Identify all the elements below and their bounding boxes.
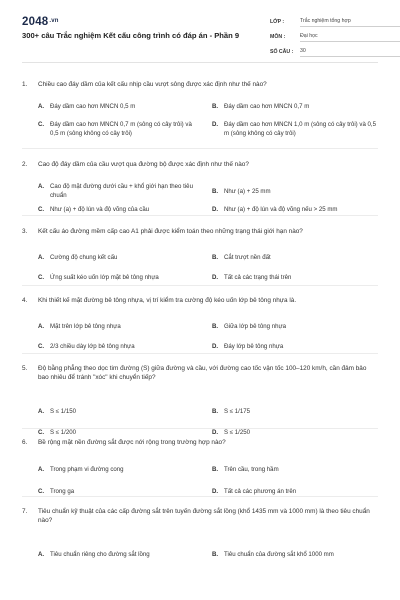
question-text: Tiêu chuẩn kỹ thuật của các cấp đường sắt trên tuyến đường sắt lồng (khổ 1435 mm và 1000 mm) là theo tiêu chuẩn nào?: [38, 508, 370, 525]
option-b[interactable]: B. Đáy dầm cao hơn MNCN 0,7 m: [212, 103, 310, 111]
option-d[interactable]: D. S ≤ 1/250: [212, 429, 251, 437]
option-a[interactable]: A. Tiêu chuẩn riêng cho đường sắt lồng: [38, 551, 150, 559]
option-b[interactable]: B. Trên cầu, trong hầm: [212, 466, 279, 474]
question-item: [22, 80, 378, 138]
meta-row-subject: [270, 27, 400, 42]
meta-label: SỐ CÂU :: [270, 49, 294, 55]
option-b[interactable]: B. S ≤ 1/175: [212, 408, 251, 416]
question-stem: [22, 80, 378, 89]
question-number: 4.: [22, 297, 28, 304]
option-a[interactable]: A. S ≤ 1/150: [38, 408, 77, 416]
option-b[interactable]: B. Tiêu chuẩn của đường sắt khổ 1000 mm: [212, 551, 334, 559]
question-item: [22, 364, 378, 437]
question-number: 3.: [22, 228, 28, 235]
option-a[interactable]: A. Trong phạm vi đường cong: [38, 466, 124, 474]
option-d[interactable]: D. Đáy dầm cao hơn MNCN 1,0 m (sông có cây trôi) và 0,5 m (sông không có cây trôi): [212, 121, 376, 138]
meta-value: Trắc nghiệm tổng hợp: [300, 18, 400, 27]
option-a[interactable]: A. Mặt trên lớp bê tông nhựa: [38, 323, 121, 331]
option-b[interactable]: B. Giữa lớp bê tông nhựa: [212, 323, 286, 331]
option-a[interactable]: A. Đáy dầm cao hơn MNCN 0,5 m: [38, 103, 136, 111]
question-stem: [22, 364, 378, 382]
meta-value: Đại học: [300, 33, 400, 42]
meta-panel: [270, 12, 400, 57]
meta-label: MÔN :: [270, 34, 286, 40]
question-text: Độ bằng phẳng theo dọc tim đường (S) giữa đường và cầu, với đường cao tốc vận tốc 100–120 km/h, cần đảm bảo bao nhiêu để tránh "xóc" khi chuyển tiếp?: [38, 365, 367, 382]
option-b[interactable]: B. Cắt trượt nền đất: [212, 254, 271, 262]
option-c[interactable]: C. 2/3 chiều dày lớp bê tông nhựa: [38, 343, 135, 351]
question-divider: [22, 353, 378, 354]
option-b[interactable]: B. Như (a) + 25 mm: [212, 188, 271, 196]
meta-row-count: [270, 42, 400, 57]
question-stem: [22, 227, 378, 236]
option-d[interactable]: D. Tất cả các phương án trên: [212, 488, 297, 496]
question-item: [22, 438, 378, 496]
question-divider: [22, 148, 378, 149]
question-item: [22, 227, 378, 282]
logo-suffix: .vn: [49, 18, 59, 24]
question-number: 2.: [22, 161, 28, 168]
question-text: Bề rộng mặt nền đường sắt được nới rộng trong trường hợp nào?: [38, 439, 226, 446]
question-stem: [22, 296, 378, 305]
option-c[interactable]: C. Như (a) + độ lún và độ võng của cầu: [38, 206, 150, 214]
option-c[interactable]: C. Ứng suất kéo uốn lớp mặt bê tông nhựa: [38, 274, 159, 282]
question-item: [22, 296, 378, 351]
document-header: [22, 0, 378, 63]
question-text: Cao độ đáy dầm của cầu vượt qua đường bộ được xác định như thế nào?: [38, 161, 249, 168]
question-divider: [22, 428, 378, 429]
question-divider: [22, 285, 378, 286]
question-stem: [22, 160, 378, 169]
question-number: 6.: [22, 439, 28, 446]
question-text: Chiều cao đáy dầm của kết cấu nhịp cầu vượt sông được xác định như thế nào?: [38, 81, 267, 88]
question-divider: [22, 215, 378, 216]
option-c[interactable]: C. Đáy dầm cao hơn MNCN 0,7 m (sông có cây trôi) và 0,5 m (sông không có cây trôi): [38, 121, 192, 138]
option-a[interactable]: A. Cường độ chung kết cấu: [38, 254, 118, 262]
site-logo[interactable]: [22, 16, 59, 28]
question-item: [22, 160, 378, 214]
option-d[interactable]: D. Đáy lớp bê tông nhựa: [212, 343, 284, 351]
meta-row-class: [270, 12, 400, 27]
option-a[interactable]: A. Cao độ mặt đường dưới cầu + khổ giới hạn theo tiêu chuẩn: [38, 183, 193, 200]
question-text: Khi thiết kế mặt đường bê tông nhựa, vị trí kiểm tra cường độ kéo uốn lớp bê tông nhựa là.: [38, 297, 297, 304]
option-c[interactable]: C. Trong ga: [38, 488, 75, 496]
meta-value: 30: [300, 48, 400, 57]
question-divider: [22, 496, 378, 497]
question-item: [22, 507, 378, 559]
question-number: 5.: [22, 365, 28, 372]
meta-label: LỚP :: [270, 19, 285, 25]
question-text: Kết cấu áo đường mềm cấp cao A1 phải được kiểm toán theo những trạng thái giới hạn nào?: [38, 228, 303, 235]
question-stem: [22, 507, 378, 525]
option-d[interactable]: D. Tất cả các trạng thái trên: [212, 274, 292, 282]
question-stem: [22, 438, 378, 447]
question-number: 1.: [22, 81, 28, 88]
document-title: 300+ câu Trắc nghiệm Kết cấu công trình có đáp án - Phần 9: [22, 31, 240, 40]
option-d[interactable]: D. Như (a) + độ lún và độ võng nếu > 25 mm: [212, 206, 338, 214]
logo-text: 2048: [22, 16, 49, 28]
option-c[interactable]: C. S ≤ 1/200: [38, 429, 77, 437]
question-number: 7.: [22, 508, 28, 515]
